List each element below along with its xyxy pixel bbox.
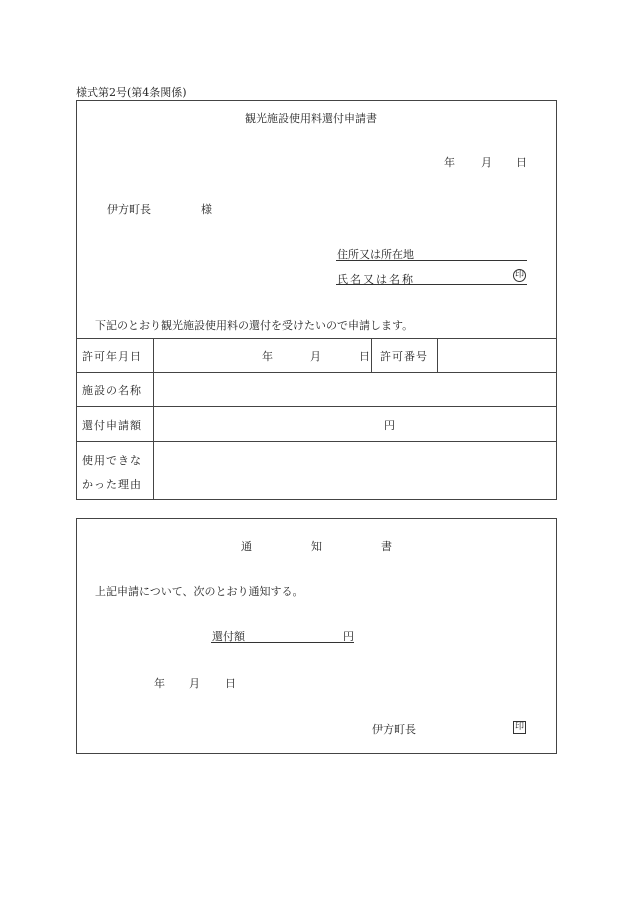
issuer-seal: 印: [514, 722, 524, 732]
notice-date-month: 月: [189, 677, 200, 690]
permit-date-year: 年: [262, 350, 273, 363]
facility-name-label: 施設の名称: [82, 384, 142, 397]
table-label-column-divider: [153, 338, 154, 499]
notice-title-char-2: 知: [311, 540, 322, 553]
notice-issuer: 伊方町長: [372, 723, 416, 736]
application-title: 観光施設使用料還付申請書: [245, 112, 377, 125]
application-date-year: 年: [444, 156, 455, 169]
table-cell-divider: [437, 338, 438, 372]
refund-amount-unit: 円: [384, 419, 395, 432]
table-row-divider: [76, 441, 557, 442]
notice-date-year: 年: [154, 677, 165, 690]
table-row-divider: [76, 372, 557, 373]
application-statement: 下記のとおり観光施設使用料の還付を受けたいので申請します。: [95, 319, 414, 332]
notice-amount-unit: 円: [343, 630, 354, 643]
table-row-divider: [76, 406, 557, 407]
form-number: 様式第2号(第4条関係): [76, 86, 187, 99]
address-label: 住所又は所在地: [337, 248, 414, 261]
addressee-honorific: 様: [201, 203, 212, 216]
application-date-month: 月: [481, 156, 492, 169]
permit-date-month: 月: [310, 350, 321, 363]
address-underline: [336, 260, 527, 261]
application-date-day: 日: [516, 156, 527, 169]
applicant-seal: 印: [514, 270, 524, 280]
table-top-border: [76, 338, 557, 339]
permit-date-day: 日: [359, 350, 370, 363]
notice-title-char-3: 書: [381, 540, 392, 553]
notice-date-day: 日: [225, 677, 236, 690]
reason-label-line2: かった理由: [82, 478, 142, 491]
permit-number-label: 許可番号: [380, 350, 428, 363]
permit-date-label: 許可年月日: [82, 350, 142, 363]
notice-statement: 上記申請について、次のとおり通知する。: [95, 585, 304, 598]
notice-amount-underline: [211, 642, 354, 643]
notice-amount-label: 還付額: [212, 630, 245, 643]
name-label: 氏名又は名称: [337, 273, 415, 286]
table-cell-divider: [371, 338, 372, 372]
addressee-name: 伊方町長: [107, 203, 151, 216]
reason-label-line1: 使用できな: [82, 454, 142, 467]
refund-amount-label: 還付申請額: [82, 419, 142, 432]
name-underline: [336, 284, 527, 285]
notice-title-char-1: 通: [241, 540, 252, 553]
